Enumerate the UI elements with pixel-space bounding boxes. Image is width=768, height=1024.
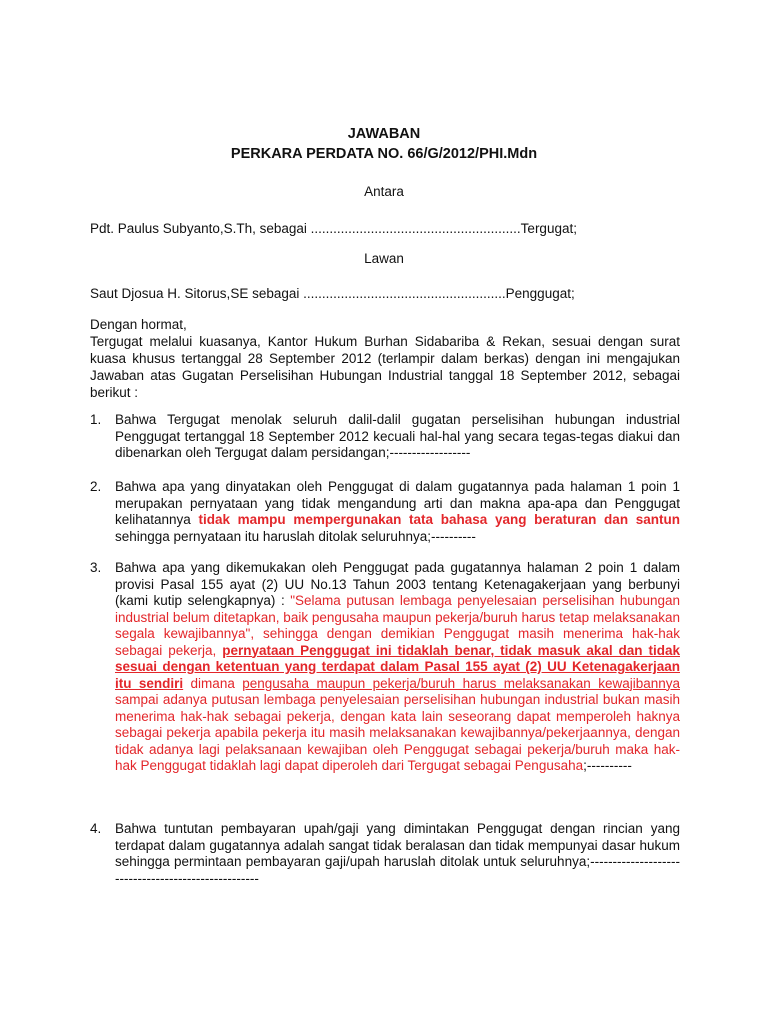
list-item-2 xyxy=(90,479,680,545)
item-text-plain: Bahwa apa yang dinyatakan oleh Penggugat di dalam gugatannya pada halaman 1 poin 1 merupakan pernyataan yang tidak mengandung arti dan makna apa-apa dan Penggugat kelihatannya xyxy=(115,479,680,527)
intro-paragraph: Tergugat melalui kuasanya, Kantor Hukum Burhan Sidabariba & Rekan, sesuai dengan surat kuasa khusus tertanggal 28 September 2012 (terlampir dalam berkas) dengan ini mengajukan Jawaban atas Gugatan Perselisihan Hubungan Industrial tanggal 18 September 2012, sebagai berikut : xyxy=(90,334,680,400)
plaintiff-line: Saut Djosua H. Sitorus,SE sebagai ......................................................Penggugat; xyxy=(90,286,575,301)
item-text: Bahwa Tergugat menolak seluruh dalil-dalil gugatan perselisihan hubungan industrial Penggugat tertanggal 18 September 2012 kecuali hal-hal yang secara tegas-tegas diakui dan dibenarkan oleh Tergugat dalam persidangan;------------------ xyxy=(115,412,680,460)
list-item-3 xyxy=(90,560,680,775)
case-number: PERKARA PERDATA NO. 66/G/2012/PHI.Mdn xyxy=(230,146,538,162)
quoted-text: "Selama putusan lembaga penyelesaian perselisihan hubungan industrial belum ditetapkan, baik pengusaha maupun pekerja/buruh harus tetap melaksanakan segala kewajibannya", sehingga dengan demikian Penggugat masih menerima hak-hak sebagai pekerja, xyxy=(115,593,680,658)
item-text-red: dimana xyxy=(183,675,243,691)
highlighted-bold-underlined-text: pernyataan Penggugat ini tidaklah benar, tidak masuk akal dan tidak sesuai dengan ketentuan yang terdapat dalam Pasal 155 ayat (2) UU Ketenagakerjaan itu sendiri xyxy=(115,642,680,691)
intro-greeting: Dengan hormat, xyxy=(90,317,187,332)
item-text-red: sampai adanya putusan lembaga penyelesaian perselisihan hubungan industrial bukan masih menerima hak-hak sebagai pekerja, dengan kata lain seseorang dapat memperoleh haknya sebagai pekerja apabila pekerja itu masih melaksanakan kewajibannya/pekerjaannya, dengan tidak adanya lagi pelaksanaan kewajiban oleh Penggugat sebagai pekerja/buruh maka hak-hak Penggugat tidaklah lagi dapat diperoleh dari Tergugat sebagai Pengusaha xyxy=(115,692,680,773)
defendant-line: Pdt. Paulus Subyanto,S.Th, sebagai ........................................................Tergugat; xyxy=(90,221,577,236)
item-text-plain: ;---------- xyxy=(583,758,632,773)
versus-label: Lawan xyxy=(364,251,404,266)
item-text xyxy=(115,479,680,545)
item-number: 2. xyxy=(90,479,102,494)
item-number: 3. xyxy=(90,560,102,575)
item-number: 4. xyxy=(90,821,102,836)
item-number: 1. xyxy=(90,412,102,427)
document-title: JAWABAN xyxy=(347,126,421,142)
list-item-4 xyxy=(90,821,680,887)
between-label: Antara xyxy=(364,184,404,199)
item-text-plain: Bahwa apa yang dikemukakan oleh Penggugat pada gugatannya halaman 2 poin 1 dalam provisi Pasal 155 ayat (2) UU No.13 Tahun 2003 tentang Ketenagakerjaan yang berbunyi (kami kutip selengkapnya) : xyxy=(115,560,680,608)
underlined-text: pengusaha maupun pekerja/buruh harus melaksanakan kewajibannya xyxy=(242,675,680,691)
item-text xyxy=(115,560,680,775)
highlighted-bold-text: tidak mampu mempergunakan tata bahasa yang beraturan dan santun xyxy=(198,512,680,527)
item-text-plain: sehingga pernyataan itu haruslah ditolak seluruhnya;---------- xyxy=(115,528,476,544)
list-item-1 xyxy=(90,412,680,462)
item-text: Bahwa tuntutan pembayaran upah/gaji yang dimintakan Penggugat dengan rincian yang terdapat dalam gugatannya adalah sangat tidak beralasan dan tidak mempunyai dasar hukum sehingga permintaan pembayaran gaji/upah haruslah ditolak untuk seluruhnya;---------------------------------------------------- xyxy=(115,821,680,886)
